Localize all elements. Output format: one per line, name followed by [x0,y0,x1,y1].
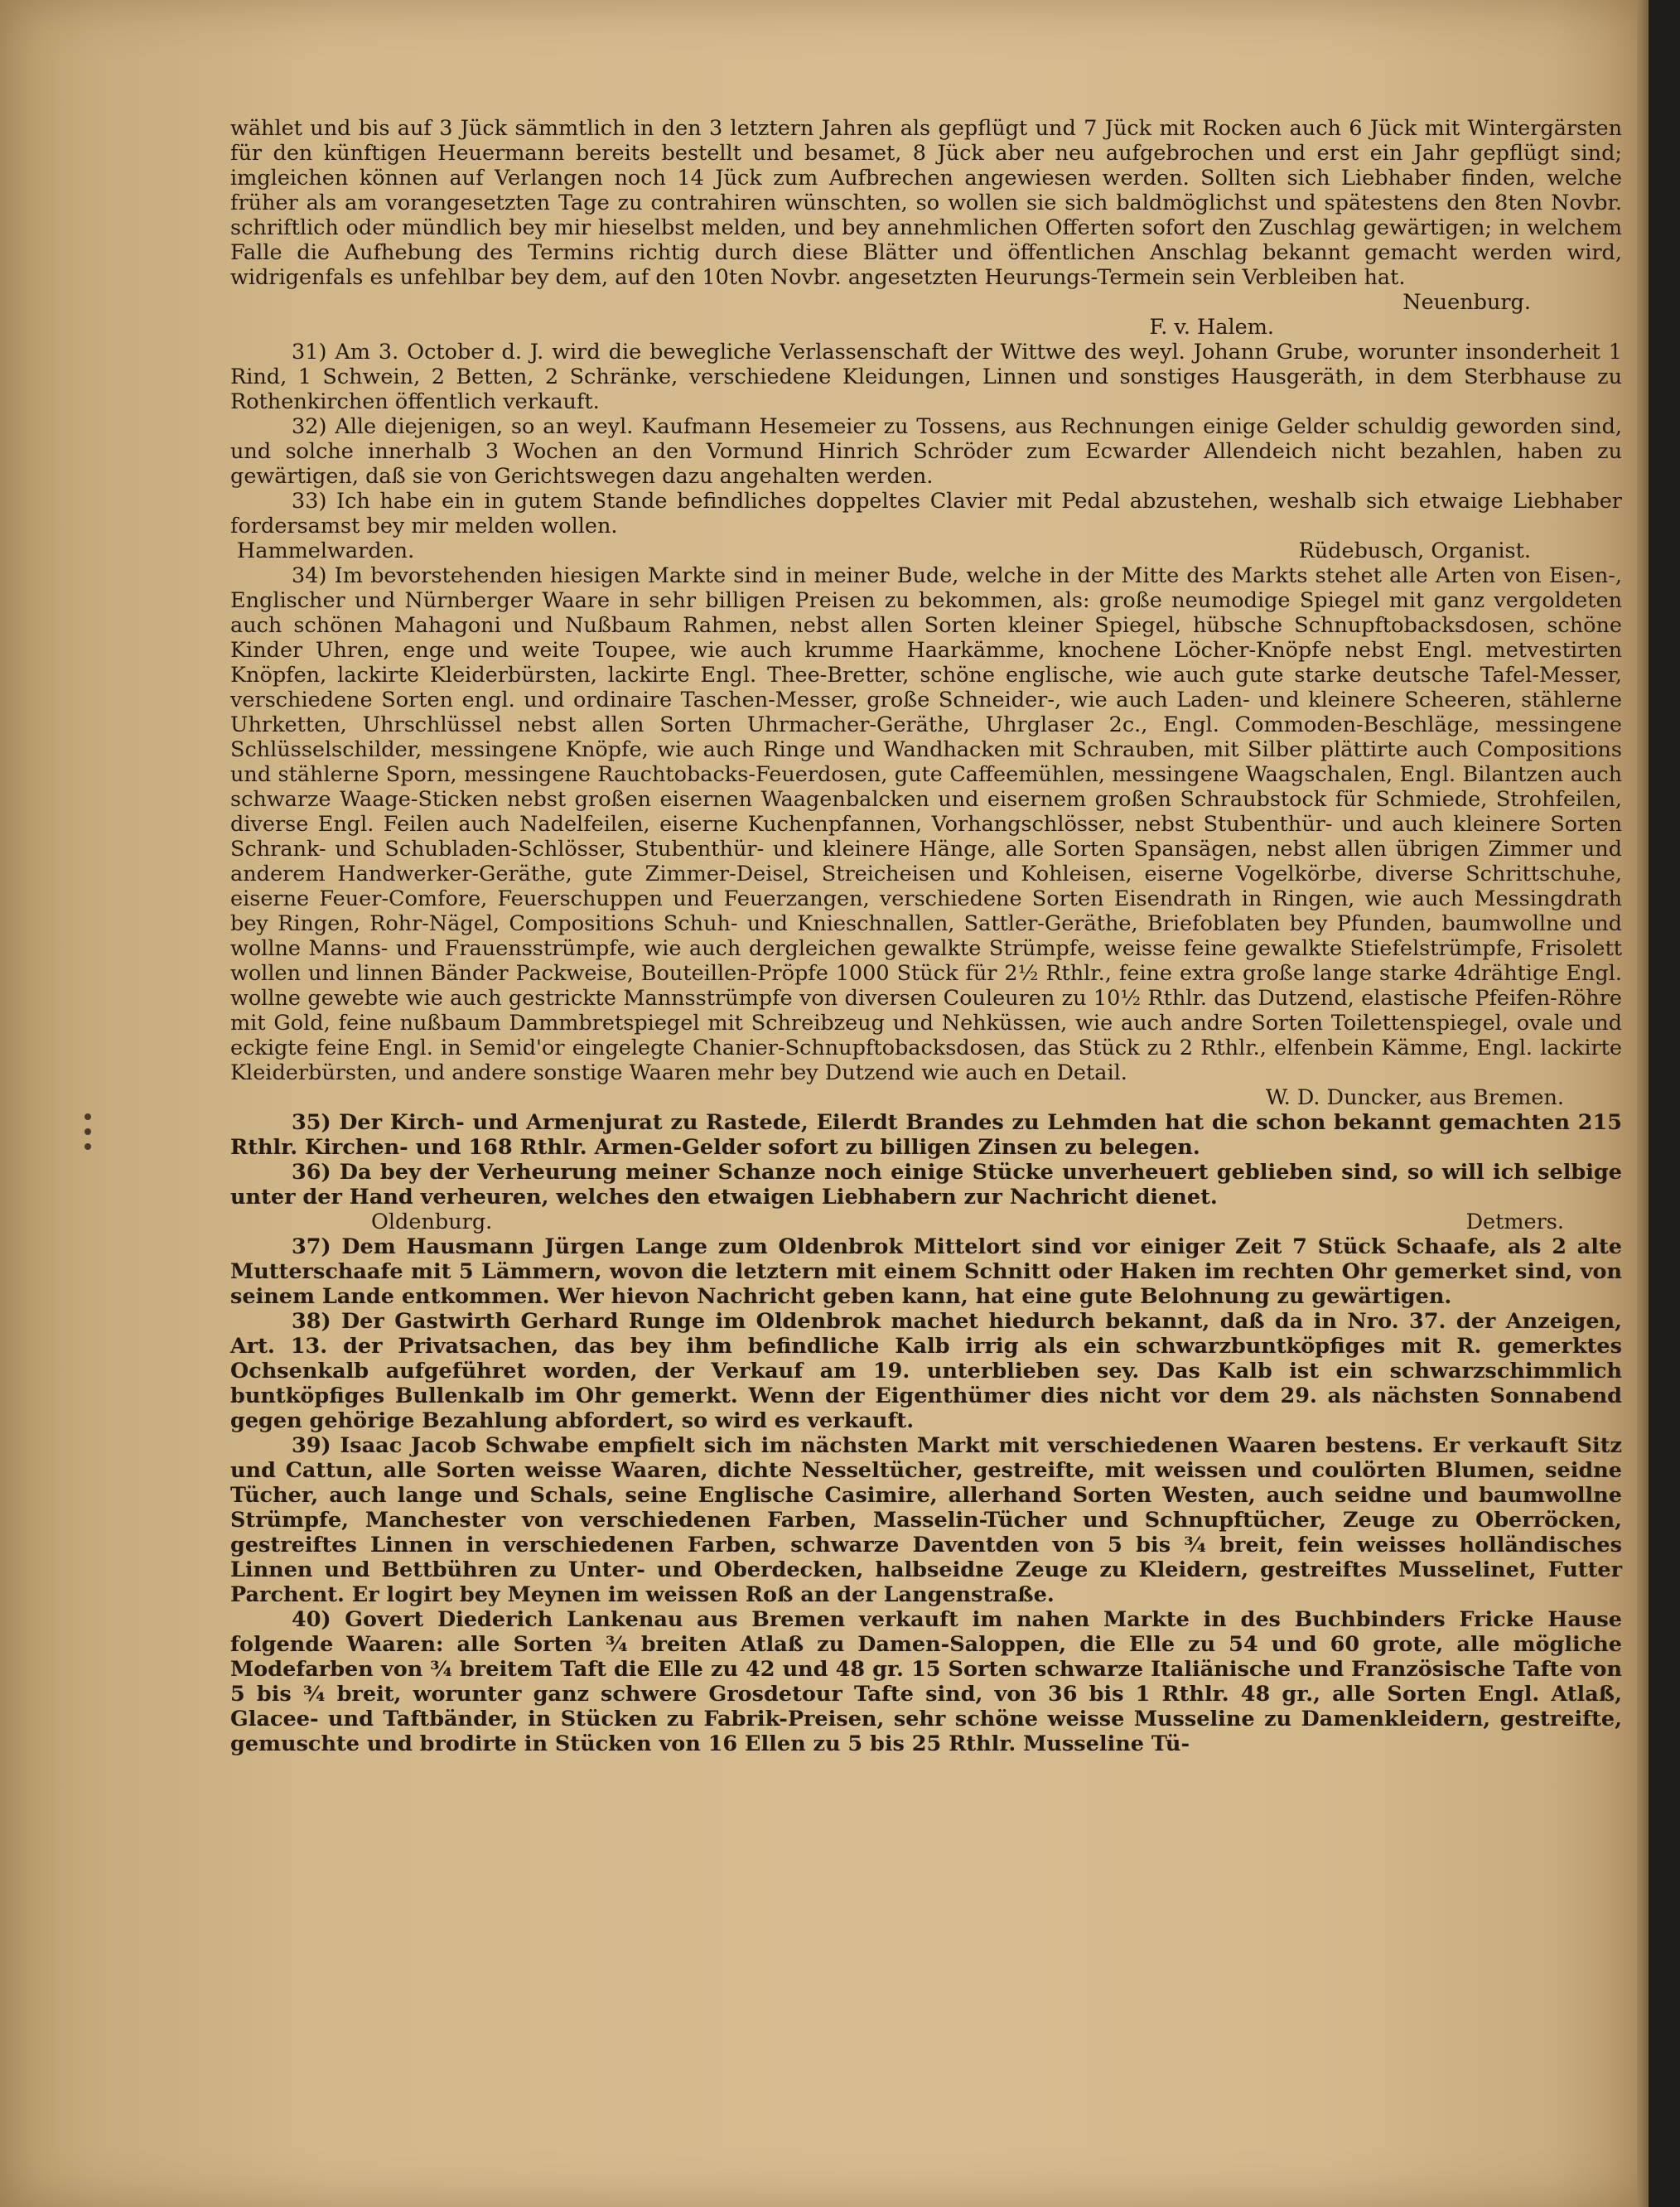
entry-39: 39) Isaac Jacob Schwabe empfielt sich im nächsten Markt mit verschiedenen Waaren bestens. Er verkauft Sitz und Cattun, alle Sorten weisse Waaren, dichte Nesseltücher, gestreifte, mit weissen und coulörten Blumen, seidne Tücher, auch lange und Schals, seine Englische Casimire, allerhand Sorten Westen, auch seidne und baumwollne Strümpfe, Manchester von verschiedenen Farben, Masselin-Tücher und Schnupftücher, Zeuge zu Oberröcken, gestreiftes Linnen in verschiedenen Farben, schwarze Daventden von 5 bis ¾ breit, fein weisses holländisches Linnen und Bettbühren zu Unter- und Oberdecken, halbseidne Zeuge zu Kleidern, gestreiftes Musselinet, Futter Parchent. Er logirt bey Meynen im weissen Roß an der Langenstraße. [230,1433,1622,1607]
entry-33-signature: Rüdebusch, Organist. [1298,538,1531,563]
page-edge [1637,0,1649,2207]
entry-38: 38) Der Gastwirth Gerhard Runge im Oldenbrok machet hiedurch bekannt, daß da in Nro. 37. der Anzeigen, Art. 13. der Privatsachen, das bey ihm befindliche Kalb irrig als ein schwarzbuntköpfiges mit R. gemerktes Ochsenkalb aufgeführet worden, der Verkauf am 19. unterblieben sey. Das Kalb ist ein schwarzschimmlich buntköpfiges Bullenkalb im Ohr gemerkt. Wenn der Eigenthümer dies nicht vor dem 29. als nächsten Sonnabend gegen gehörige Bezahlung abfordert, so wird es verkauft. [230,1309,1622,1433]
entry-35: 35) Der Kirch- und Armenjurat zu Rastede, Eilerdt Brandes zu Lehmden hat die schon bekannt gemachten 215 Rthlr. Kirchen- und 168 Rthlr. Armen-Gelder sofort zu billigen Zinsen zu belegen. [230,1110,1622,1160]
entry-32: 32) Alle diejenigen, so an weyl. Kaufmann Hesemeier zu Tossens, aus Rechnungen einige Gelder schuldig geworden sind, und solche innerhalb 3 Wochen an den Vormund Hinrich Schröder zum Ecwarder Allendeich nicht bezahlen, haben zu gewärtigen, daß sie von Gerichtswegen dazu angehalten werden. [230,414,1622,489]
entry-33: 33) Ich habe ein in gutem Stande befindliches doppeltes Clavier mit Pedal abzustehen, weshalb sich etwaige Liebhaber fordersamst bey mir melden wollen. [230,489,1622,538]
entry-34: 34) Im bevorstehenden hiesigen Markte sind in meiner Bude, welche in der Mitte des Markts stehet alle Arten von Eisen-, Englischer und Nürnberger Waare in sehr billigen Preisen zu bekommen, als: große neumodige Spiegel mit ganz vergoldeten auch schönen Mahagoni und Nußbaum Rahmen, nebst allen Sorten kleiner Spiegel, hübsche Schnupftobacksdosen, schöne Kinder Uhren, enge und weite Toupee, wie auch krumme Haarkämme, knochene Löcher-Knöpfe nebst Engl. metvestirten Knöpfen, lackirte Kleiderbürsten, lackirte Engl. Thee-Bretter, schöne englische, wie auch gute starke deutsche Tafel-Messer, verschiedene Sorten engl. und ordinaire Taschen-Messer, große Schneider-, wie auch Laden- und kleinere Scheeren, stählerne Uhrketten, Uhrschlüssel nebst allen Sorten Uhrmacher-Geräthe, Uhrglaser 2c., Engl. Commoden-Beschläge, messingene Schlüsselschilder, messingene Knöpfe, wie auch Ringe und Wandhacken mit Schrauben, mit Silber plättirte auch Compositions und stählerne Sporn, messingene Rauchtobacks-Feuerdosen, gute Caffeemühlen, messingene Waagschalen, Engl. Bilantzen auch schwarze Waage-Sticken nebst großen eisernen Waagenbalcken und eisernem großen Schraubstock für Schmiede, Strohfeilen, diverse Engl. Feilen auch Nadelfeilen, eiserne Kuchenpfannen, Vorhangschlösser, nebst Stubenthür- und auch kleinere Sorten Schrank- und Schubladen-Schlösser, Stubenthür- und kleinere Hänge, alle Sorten Spansägen, nebst allen übrigen Zimmer und anderem Handwerker-Geräthe, gute Zimmer-Deisel, Streicheisen und Kohleisen, eiserne Vogelkörbe, diverse Schrittschuhe, eiserne Feuer-Comfore, Feuerschuppen und Feuerzangen, verschiedene Sorten Eisendrath in Ringen, wie auch Messingdrath bey Ringen, Rohr-Nägel, Compositions Schuh- und Knieschnallen, Sattler-Geräthe, Briefoblaten bey Pfunden, baumwollne und wollne Manns- und Frauensstrümpfe, wie auch dergleichen gewalkte Strümpfe, weisse feine gewalkte Stiefelstrümpfe, Frisolett wollen und linnen Bänder Packweise, Bouteillen-Pröpfe 1000 Stück für 2½ Rthlr., feine extra große lange starke 4drähtige Engl. wollne gewebte wie auch gestrickte Mannsstrümpfe von diversen Couleuren zu 10½ Rthlr. das Dutzend, elastische Pfeifen-Röhre mit Gold, feine nußbaum Dammbretspiegel mit Schreibzeug und Nehküssen, wie auch andre Sorten Toilettenspiegel, ovale und eckigte feine Engl. in Semid'or eingelegte Chanier-Schnupftobacksdosen, das Stück zu 2 Rthlr., elfenbein Kämme, Engl. lackirte Kleiderbürsten, und andere sonstige Waaren mehr bey Dutzend wie auch en Detail. [230,563,1622,1085]
entry-37: 37) Dem Hausmann Jürgen Lange zum Oldenbrok Mittelort sind vor einiger Zeit 7 Stück Schaafe, als 2 alte Mutterschaafe mit 5 Lämmern, wovon die letztern mit einem Schnitt oder Haken im rechten Ohr gemerket sind, von seinem Lande entkommen. Wer hievon Nachricht geben kann, hat eine gute Belohnung zu gewärtigen. [230,1234,1622,1309]
entry-36-signature: Detmers. [1465,1210,1564,1234]
entry-34-signature: W. D. Duncker, aus Bremen. [1265,1085,1564,1110]
entry-36-signature-row [230,1210,1622,1234]
intro-paragraph: wählet und bis auf 3 Jück sämmtlich in den 3 letztern Jahren als gepflügt und 7 Jück mit Rocken auch 6 Jück mit Wintergärsten für den künftigen Heuermann bereits bestellt und besamet, 8 Jück aber neu aufgebrochen und erst ein Jahr gepflügt sind; imgleichen können auf Verlangen noch 14 Jück zum Aufbrechen angewiesen werden. Sollten sich Liebhaber finden, welche früher als am vorangesetzten Tage zu contrahiren wünschten, so wollen sie sich baldmöglichst und spätestens den 8ten Novbr. schriftlich oder mündlich bey mir hieselbst melden, und bey annehmlichen Offerten sofort den Zuschlag gewärtigen; in welchem Falle die Aufhebung des Termins richtig durch diese Blätter und öffentlichen Anschlag bekannt gemacht werden wird, widrigenfals es unfehlbar bey dem, auf den 10ten Novbr. angesetzten Heurungs-Termein sein Verbleiben hat. [230,116,1622,290]
entry-36-place: Oldenburg. [371,1210,493,1234]
intro-place: Neuenburg. [1402,290,1531,315]
binding-holes [73,1110,101,1152]
entry-33-place: Hammelwarden. [237,538,415,563]
entry-31: 31) Am 3. October d. J. wird die bewegliche Verlassenschaft der Wittwe des weyl. Johann Grube, worunter insonderheit 1 Rind, 1 Schwein, 2 Betten, 2 Schränke, verschiedene Kleidungen, Linnen und sonstiges Hausgeräth, in dem Sterbhause zu Rothenkirchen öffentlich verkauft. [230,340,1622,414]
entry-40: 40) Govert Diederich Lankenau aus Bremen verkauft im nahen Markte in des Buchbinders Fricke Hause folgende Waaren: alle Sorten ¾ breiten Atlaß zu Damen-Saloppen, die Elle zu 54 und 60 grote, alle mögliche Modefarben von ¾ breitem Taft die Elle zu 42 und 48 gr. 15 Sorten schwarze Italiänische und Französische Tafte von 5 bis ¾ breit, worunter ganz schwere Grosdetour Tafte sind, von 36 bis 1 Rthlr. 48 gr., alle Sorten Engl. Atlaß, Glacee- und Taftbänder, in Stücken zu Fabrik-Preisen, sehr schöne weisse Musseline zu Damenkleidern, gestreifte, gemuschte und brodirte in Stücken von 16 Ellen zu 5 bis 25 Rthlr. Musseline Tü- [230,1607,1622,1756]
entry-36: 36) Da bey der Verheurung meiner Schanze noch einige Stücke unverheuert geblieben sind, so will ich selbige unter der Hand verheuren, welches den etwaigen Liebhabern zur Nachricht dienet. [230,1160,1622,1210]
entry-33-signature-row [230,538,1622,563]
intro-signature: F. v. Halem. [1149,315,1274,340]
page-text [230,116,1622,1756]
